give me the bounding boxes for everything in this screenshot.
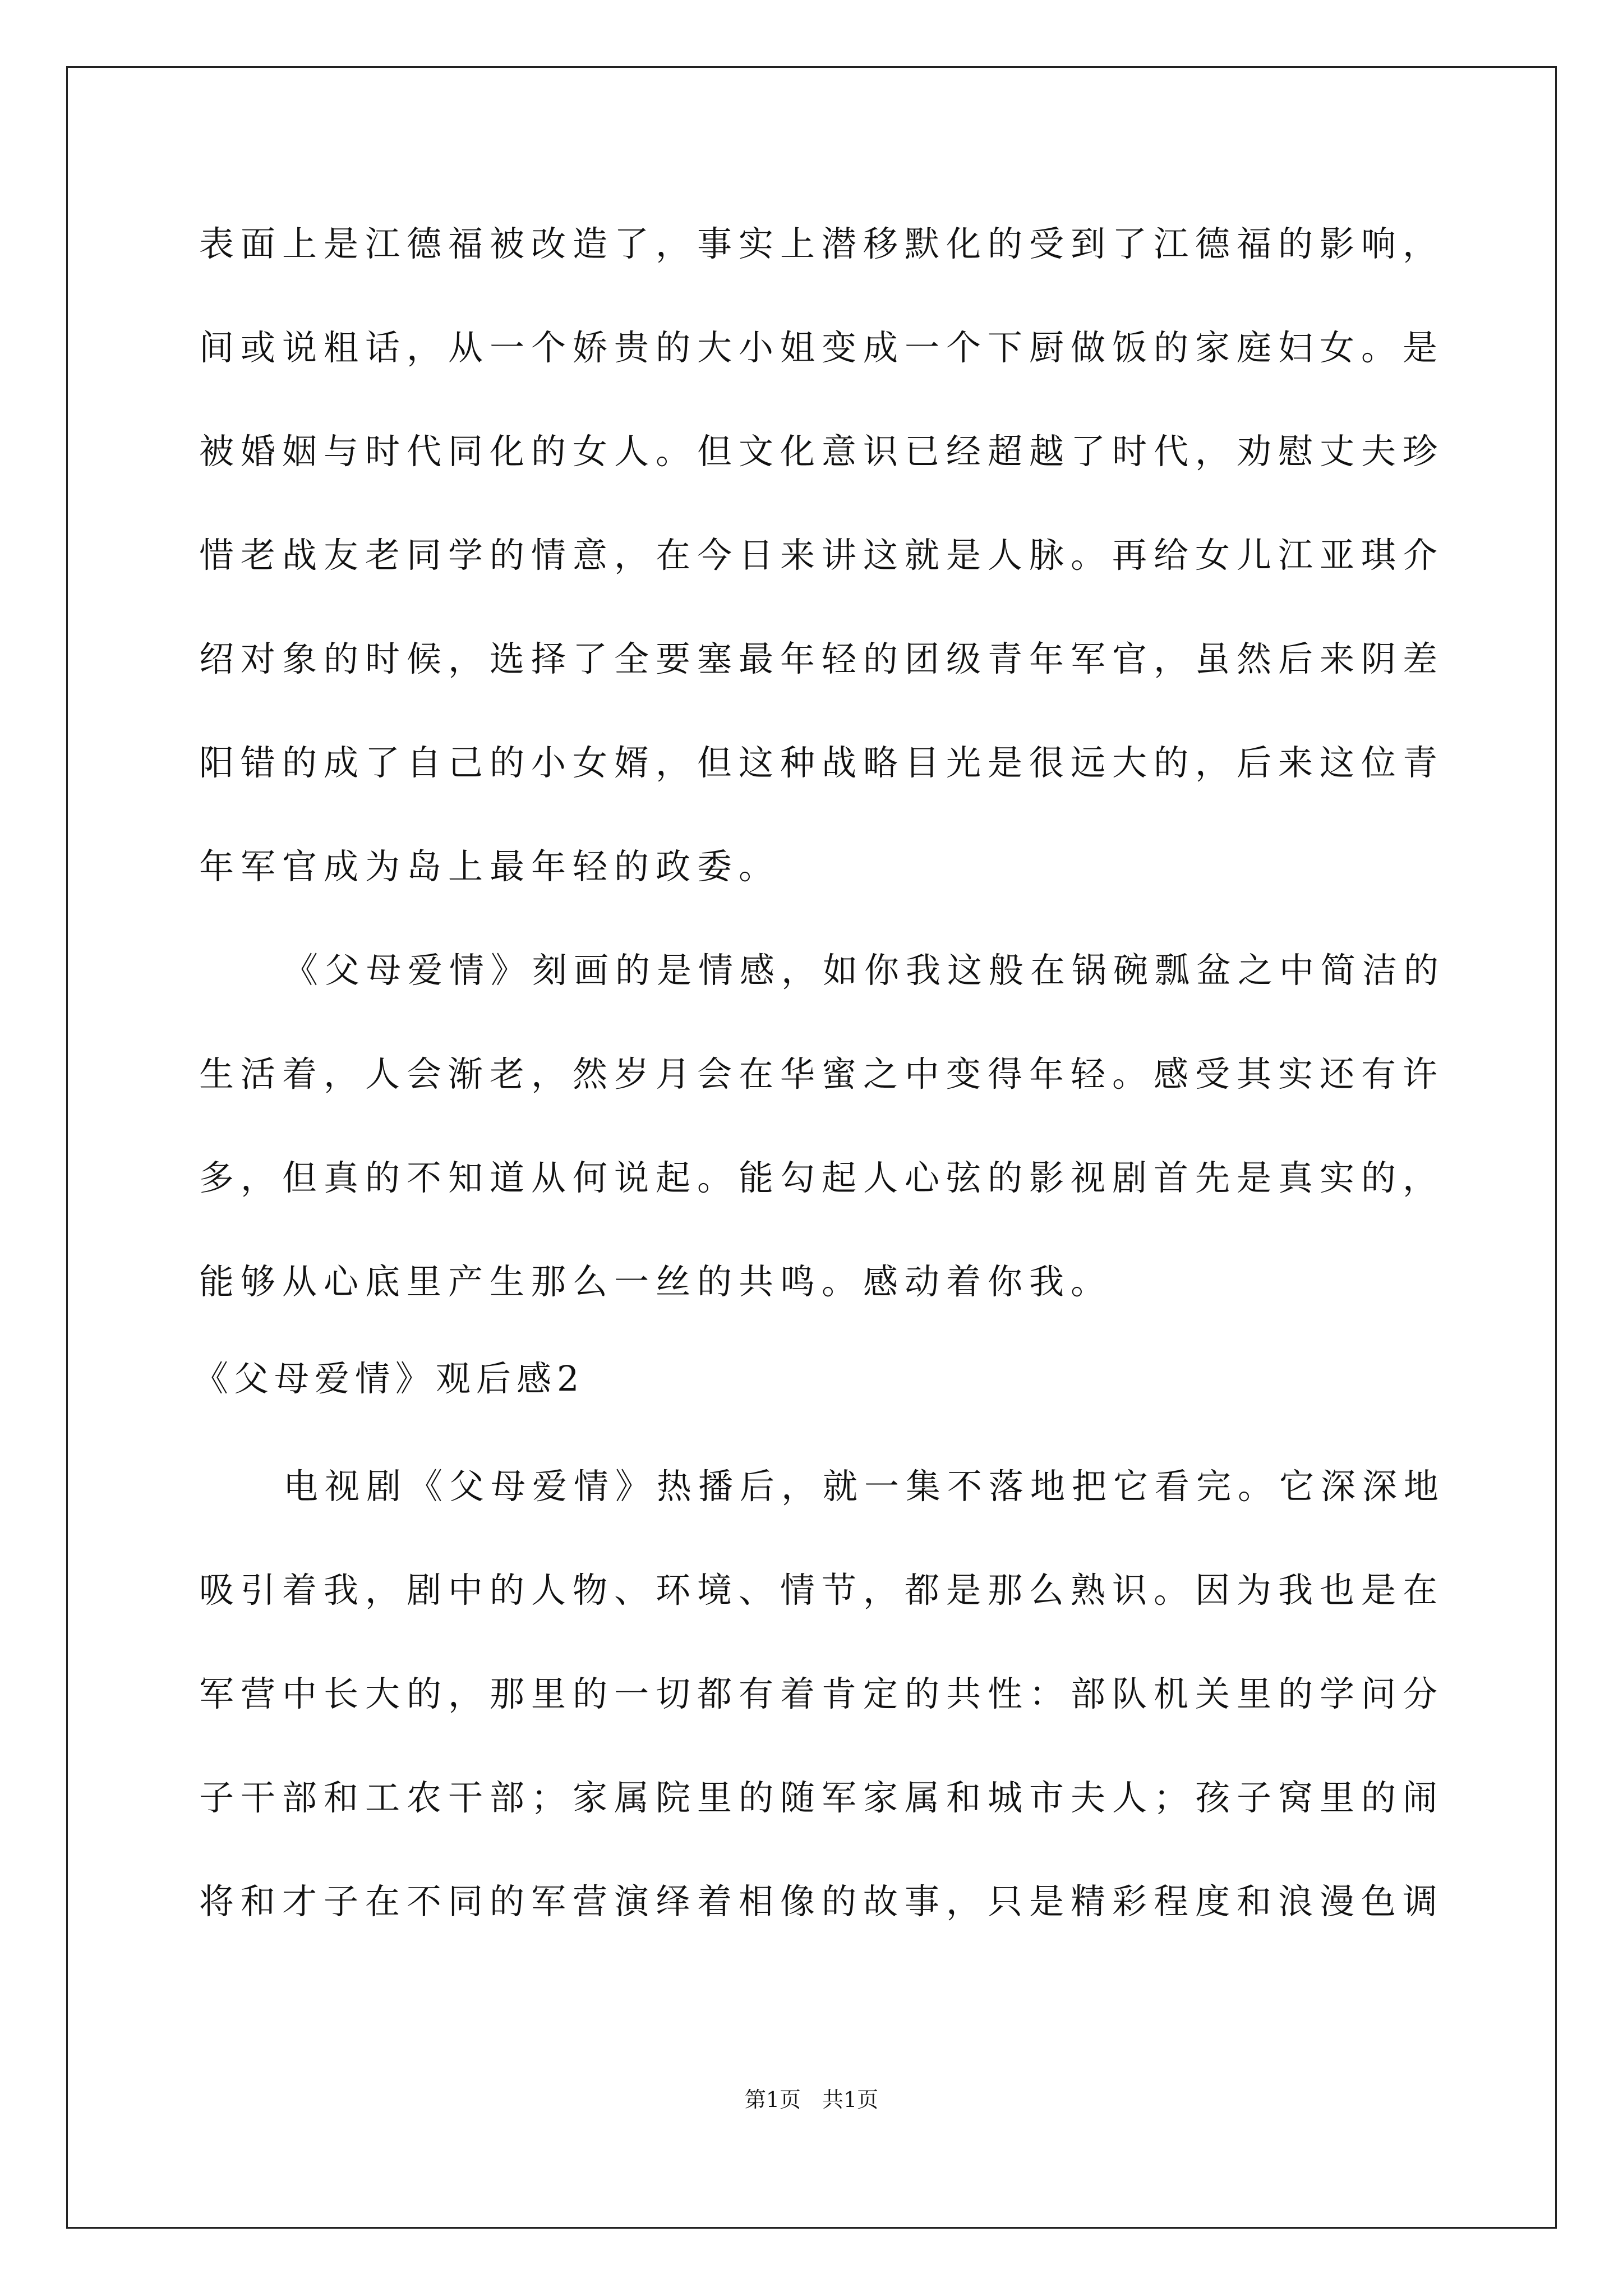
text-line: 军营中长大的，那里的一切都有着肯定的共性：部队机关里的学问分 — [199, 1673, 1445, 1714]
page-number-footer: 第1页 共1页 — [744, 2087, 879, 2112]
text-line: 多，但真的不知道从何说起。能勾起人心弦的影视剧首先是真实的， — [199, 1157, 1445, 1198]
text-line: 绍对象的时候，选择了全要塞最年轻的团级青年军官，虽然后来阴差 — [199, 638, 1445, 679]
text-line: 惜老战友老同学的情意，在今日来讲这就是人脉。再给女儿江亚琪介 — [199, 535, 1445, 576]
text-line: 子干部和工农干部；家属院里的随军家属和城市夫人；孩子窝里的闹 — [199, 1777, 1445, 1818]
text-line: 被婚姻与时代同化的女人。但文化意识已经超越了时代，劝慰丈夫珍 — [199, 431, 1445, 472]
text-line: 吸引着我，剧中的人物、环境、情节，都是那么熟识。因为我也是在 — [199, 1570, 1445, 1611]
text-line: 将和才子在不同的军营演绎着相像的故事，只是精彩程度和浪漫色调 — [199, 1881, 1445, 1922]
text-line: 生活着，人会渐老，然岁月会在华蜜之中变得年轻。感受其实还有许 — [199, 1053, 1445, 1094]
paragraph-start: 《父母爱情》刻画的是情感，如你我这般在锅碗瓢盆之中简洁的 — [283, 950, 1446, 991]
text-line: 年军官成为岛上最年轻的政委。 — [199, 846, 781, 887]
paragraph-start: 电视剧《父母爱情》热播后，就一集不落地把它看完。它深深地 — [283, 1466, 1446, 1507]
text-line: 表面上是江德福被改造了，事实上潜移默化的受到了江德福的影响， — [199, 223, 1445, 264]
text-line: 能够从心底里产生那么一丝的共鸣。感动着你我。 — [199, 1261, 1113, 1302]
text-line: 阳错的成了自己的小女婿，但这种战略目光是很远大的，后来这位青 — [199, 742, 1445, 783]
text-line: 间或说粗话，从一个娇贵的大小姐变成一个下厨做饭的家庭妇女。是 — [199, 327, 1445, 368]
section-heading: 《父母爱情》观后感2 — [193, 1358, 585, 1399]
